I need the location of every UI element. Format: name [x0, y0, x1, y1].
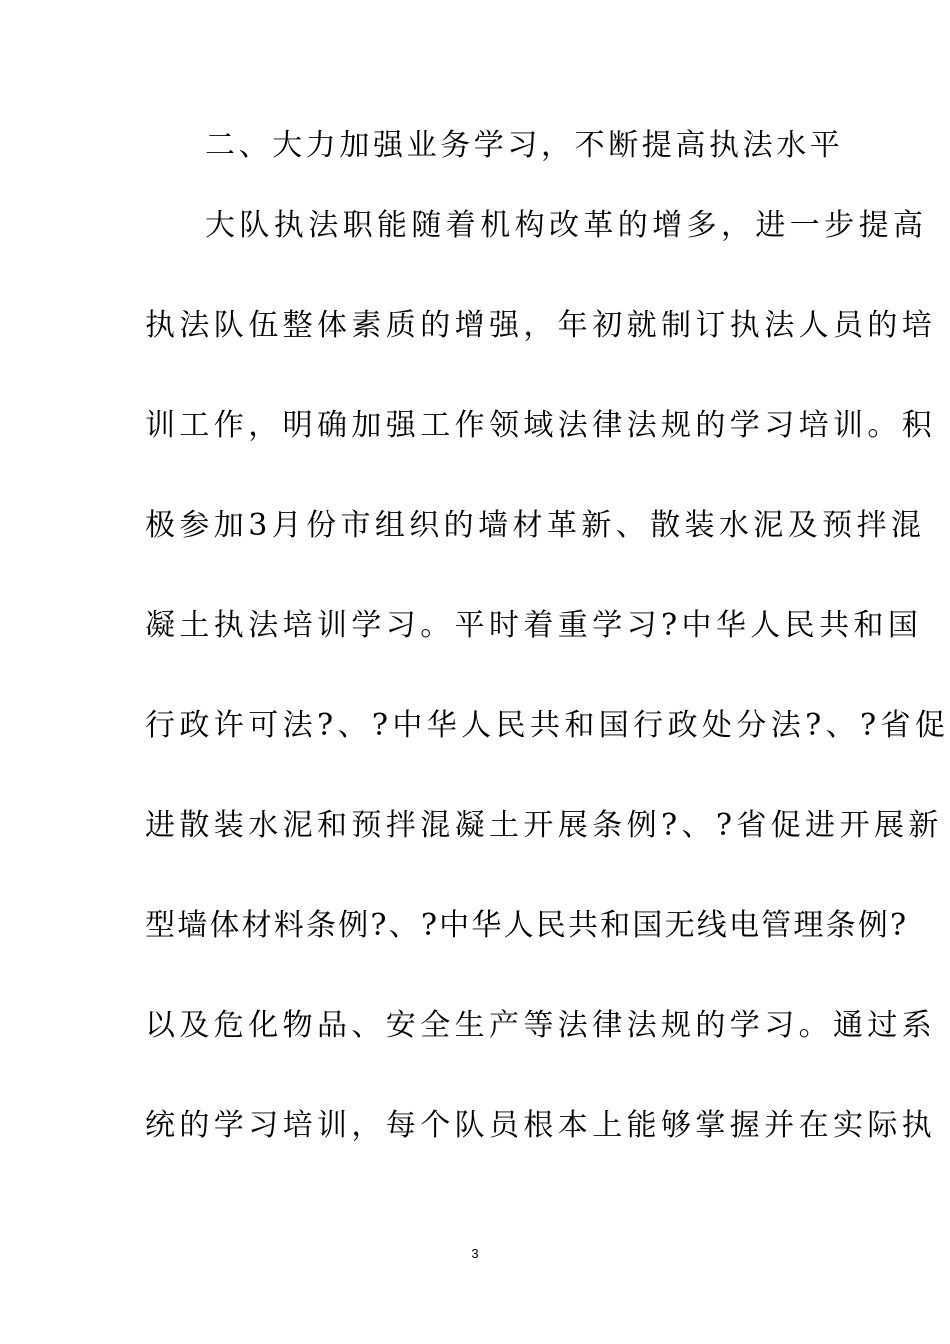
paragraph-line: 进散装水泥和预拌混凝土开展条例?、?省促进开展新: [145, 808, 943, 843]
paragraph-line: 凝土执法培训学习。平时着重学习?中华人民共和国: [145, 608, 923, 643]
paragraph-line: 极参加3月份市组织的墙材革新、散装水泥及预拌混: [145, 508, 926, 543]
paragraph-line: 执法队伍整体素质的增强，年初就制订执法人员的培: [145, 308, 937, 343]
section-heading: 二、大力加强业务学习，不断提高执法水平: [205, 128, 844, 163]
page-number: 3: [471, 1246, 479, 1261]
paragraph-line: 统的学习培训，每个队员根本上能够掌握并在实际执: [145, 1108, 937, 1143]
paragraph-line: 型墙体材料条例?、?中华人民共和国无线电管理条例?: [145, 908, 909, 943]
paragraph-line: 训工作，明确加强工作领域法律法规的学习培训。积: [145, 408, 937, 443]
paragraph-line: 大队执法职能随着机构改革的增多，进一步提高: [205, 208, 928, 243]
paragraph-line: 行政许可法?、?中华人民共和国行政处分法?、?省促: [145, 708, 950, 743]
paragraph-line: 以及危化物品、安全生产等法律法规的学习。通过系: [145, 1008, 937, 1043]
